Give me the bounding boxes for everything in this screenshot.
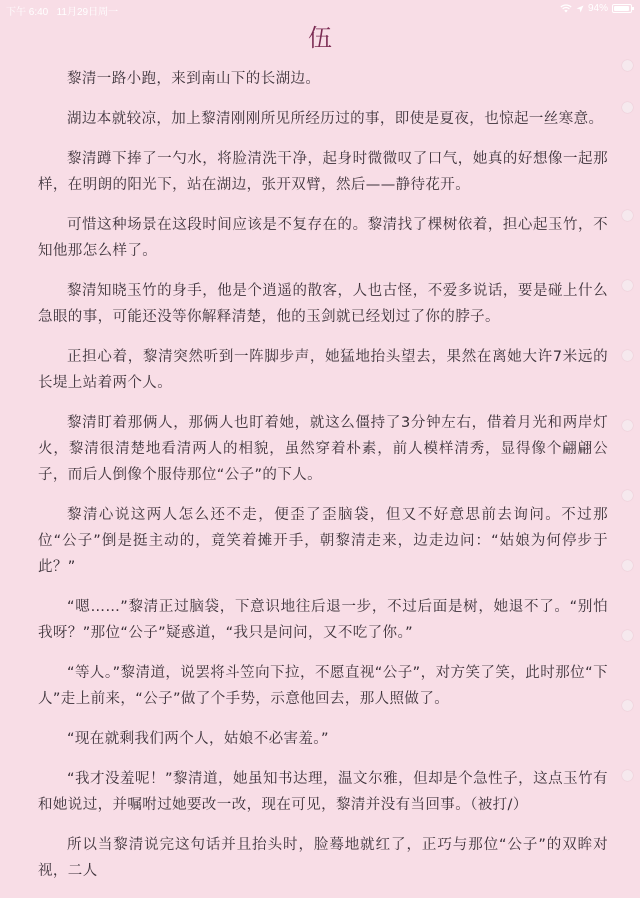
page-dot[interactable]	[622, 102, 633, 113]
battery-percent: 94%	[587, 3, 608, 14]
reading-content[interactable]	[38, 66, 608, 898]
status-date: 11月29日周一	[56, 7, 119, 18]
paragraph: “嗯……”黎清正过脑袋，下意识地往后退一步，不过后面是树，她退不了。“别怕我呀？”那位“公子”疑惑道，“我只是问问，又不吃了你。”	[38, 599, 608, 641]
paragraph: 黎清知晓玉竹的身手，他是个逍遥的散客，人也古怪，不爱多说话，要是碰上什么急眼的事，可能还没等你解释清楚，他的玉剑就已经划过了你的脖子。	[38, 283, 608, 325]
battery-icon	[612, 4, 632, 13]
paragraph: 黎清心说这两人怎么还不走，便歪了歪脑袋，但又不好意思前去询问。不过那位“公子”倒是挺主动的，竟笑着摊开手，朝黎清走来，边走边问：“姑娘为何停步于此？”	[38, 507, 608, 575]
page-dot[interactable]	[622, 700, 633, 711]
paragraph: 可惜这种场景在这段时间应该是不复存在的。黎清找了棵树依着，担心起玉竹，不知他那怎么样了。	[38, 217, 608, 259]
paragraph: 正担心着，黎清突然听到一阵脚步声，她猛地抬头望去，果然在离她大许7米远的长堤上站着两个人。	[38, 349, 608, 391]
wifi-icon	[560, 4, 572, 13]
paragraph: 所以当黎清说完这句话并且抬头时，脸蓦地就红了，正巧与那位“公子”的双眸对视，二人	[38, 837, 608, 879]
page-dot[interactable]	[622, 60, 633, 71]
status-bar	[0, 0, 640, 18]
battery-level	[614, 6, 629, 11]
paragraph: 黎清一路小跑，来到南山下的长湖边。	[67, 71, 321, 87]
paragraph: 湖边本就较凉，加上黎清刚刚所见所经历过的事，即使是夏夜，也惊起一丝寒意。	[67, 111, 604, 127]
status-left	[6, 3, 118, 18]
paragraph: “我才没羞呢！”黎清道，她虽知书达理，温文尔雅，但却是个急性子，这点玉竹有和她说过，并嘱咐过她要改一改，现在可见，黎清并没有当回事。（被打/）	[38, 771, 608, 813]
location-icon	[576, 5, 584, 13]
status-time: 下午 6:40	[6, 7, 49, 18]
paragraph: “等人。”黎清道，说罢将斗笠向下拉，不愿直视“公子”，对方笑了笑，此时那位“下人”走上前来，“公子”做了个手势，示意他回去，那人照做了。	[38, 665, 608, 707]
page-dot[interactable]	[622, 210, 633, 221]
chapter-title: 伍	[308, 24, 332, 52]
page-dot[interactable]	[622, 560, 633, 571]
page-dot[interactable]	[622, 280, 633, 291]
page-dot[interactable]	[622, 630, 633, 641]
status-right	[560, 3, 632, 14]
paragraph: “现在就剩我们两个人，姑娘不必害羞。”	[67, 731, 329, 747]
page-dot[interactable]	[622, 490, 633, 501]
paragraph: 黎清盯着那俩人，那俩人也盯着她，就这么僵持了3分钟左右，借着月光和两岸灯火，黎清很清楚地看清两人的相貌，虽然穿着朴素，前人模样清秀，显得像个翩翩公子，而后人倒像个服侍那位“公子”的下人。	[38, 415, 608, 483]
page-dot[interactable]	[622, 350, 633, 361]
paragraph: 黎清蹲下捧了一勺水，将脸清洗干净，起身时微微叹了口气，她真的好想像一起那样，在明朗的阳光下，站在湖边，张开双臂，然后——静待花开。	[38, 151, 608, 193]
page-dot[interactable]	[622, 420, 633, 431]
page-dot[interactable]	[622, 770, 633, 781]
